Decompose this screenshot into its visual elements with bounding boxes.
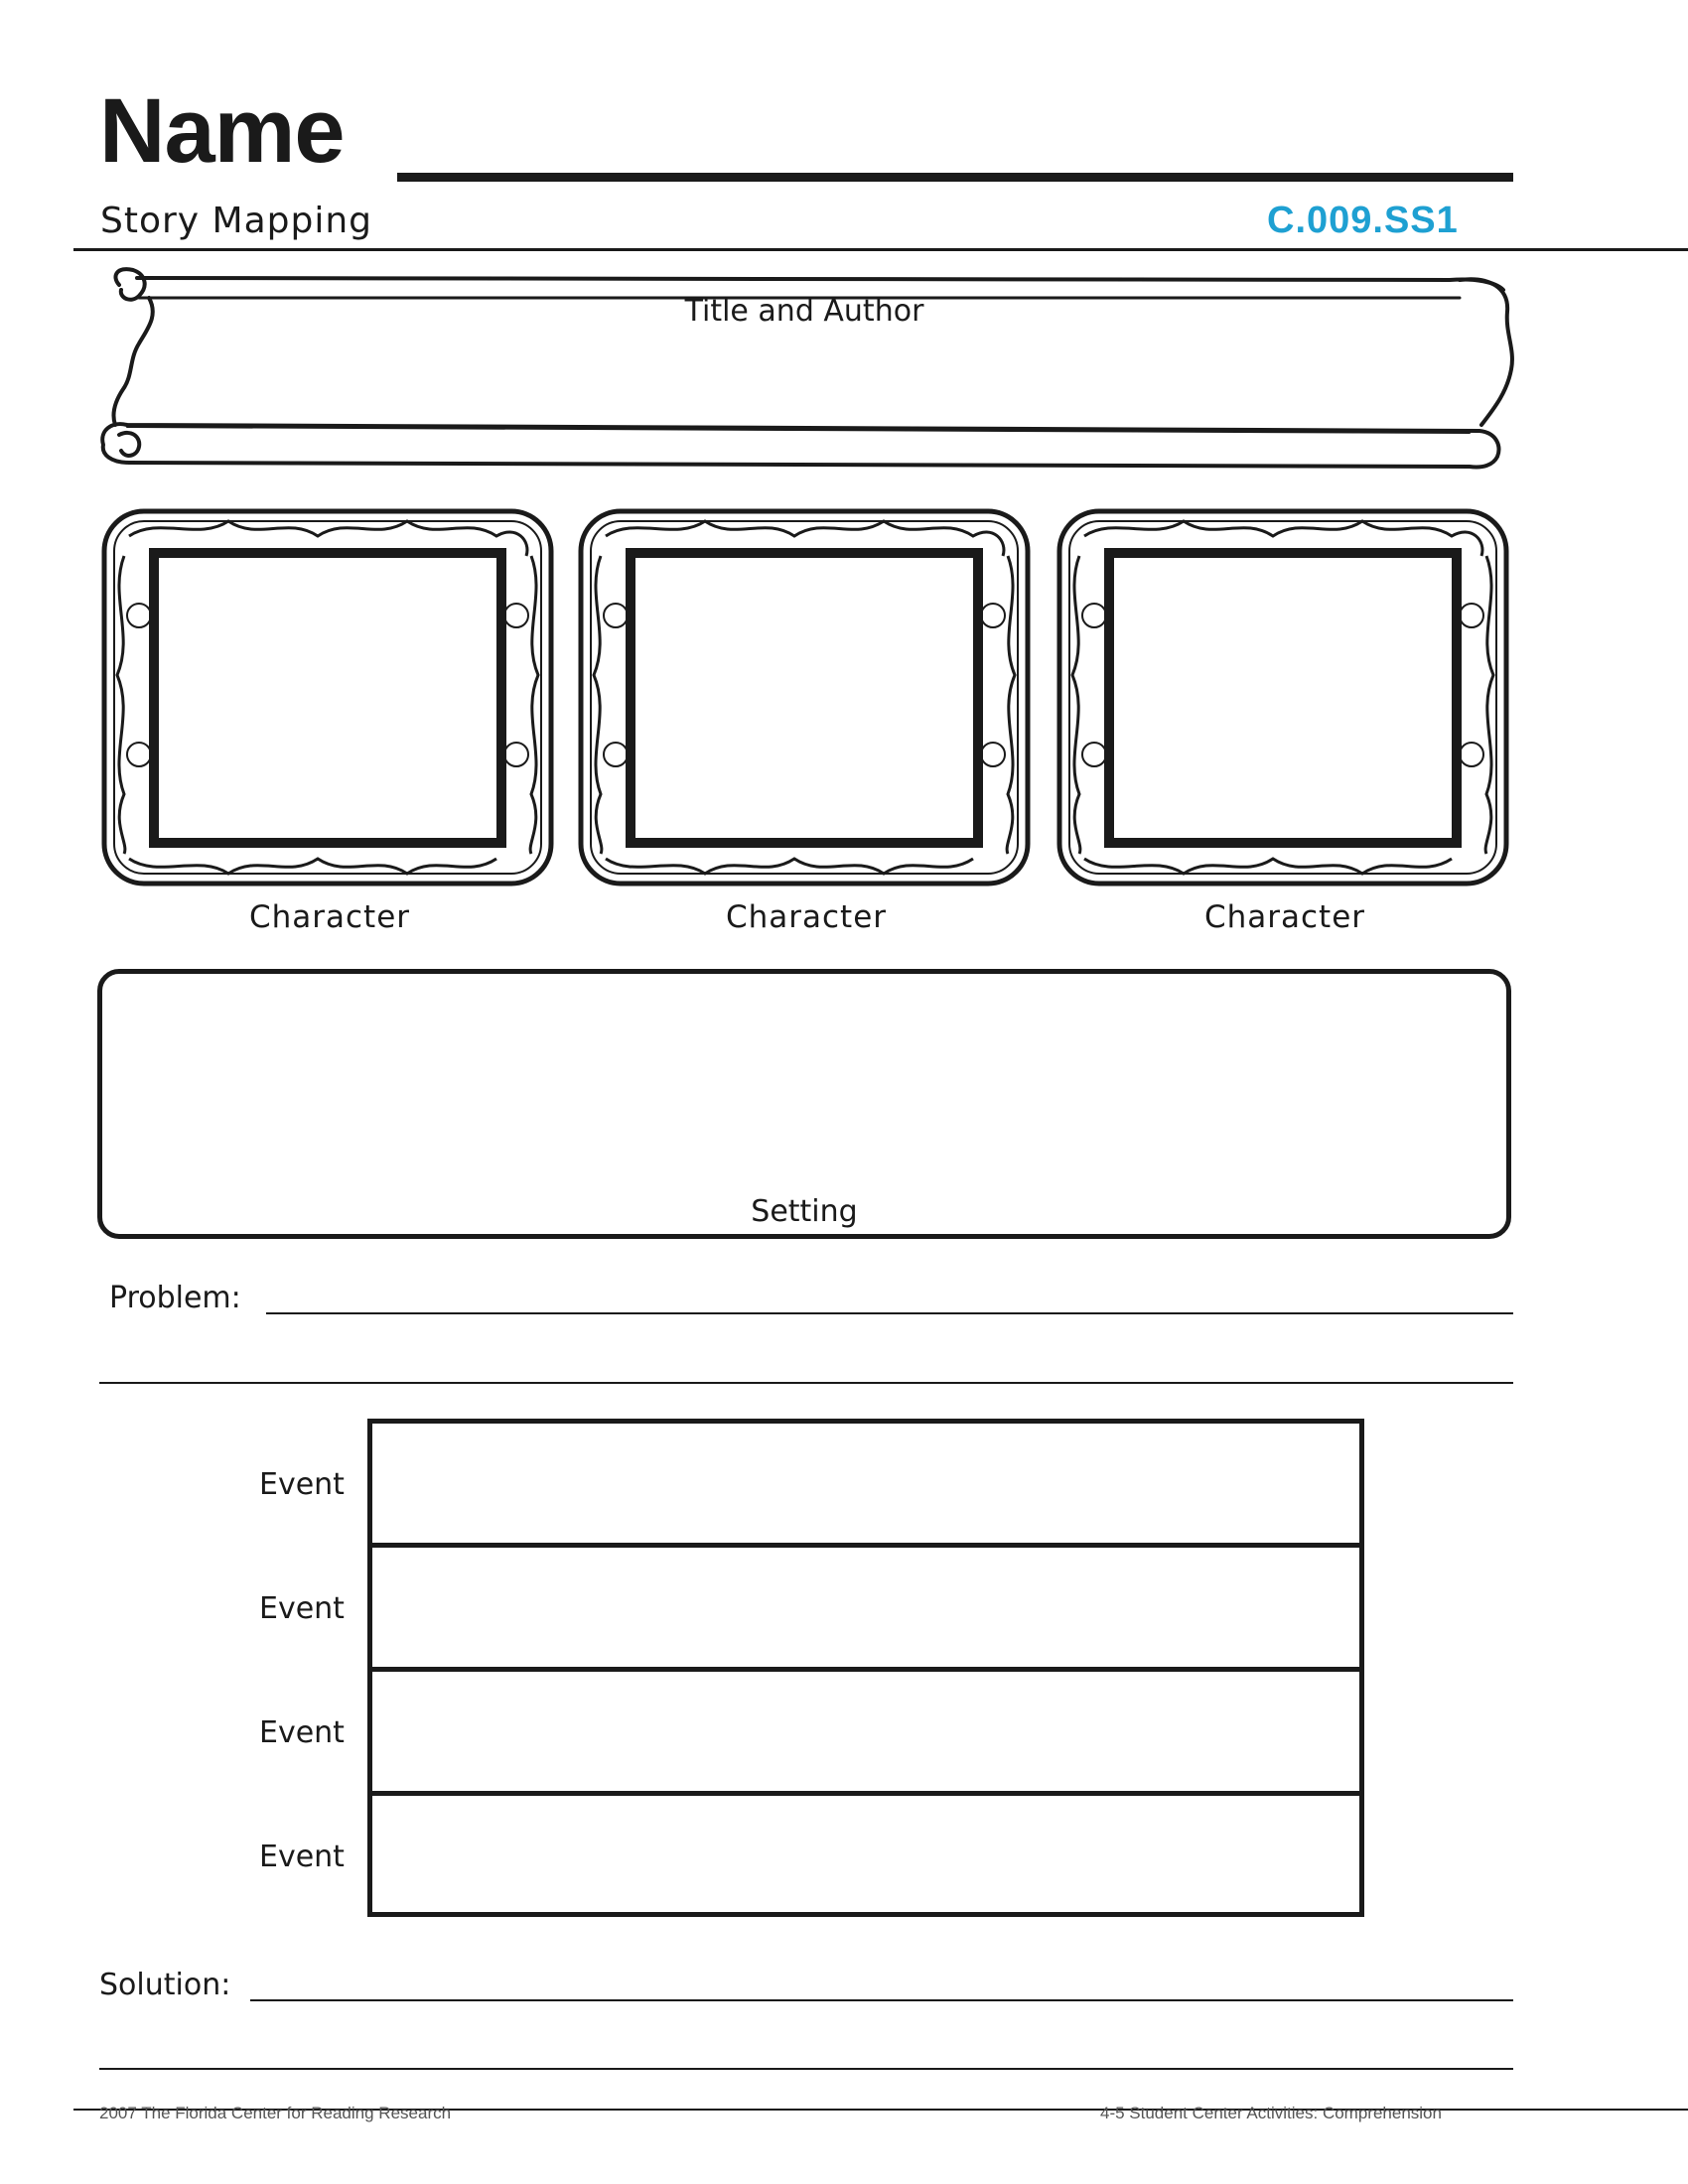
- title-author-field[interactable]: [149, 338, 1479, 417]
- event-box-1[interactable]: [372, 1424, 1359, 1548]
- character-label-2: Character: [725, 899, 888, 935]
- name-label: Name: [99, 80, 345, 182]
- footer-right-text: 4-5 Student Center Activities: Comprehension: [1100, 2104, 1442, 2122]
- solution-line-1[interactable]: [250, 1999, 1513, 2001]
- event-box-2[interactable]: [372, 1543, 1359, 1667]
- character-label-3: Character: [1203, 899, 1366, 935]
- event-label-4: Event: [259, 1840, 345, 1874]
- events-box: [367, 1419, 1364, 1917]
- solution-line-2[interactable]: [99, 2068, 1513, 2070]
- character-box-3[interactable]: [1114, 558, 1452, 838]
- setting-label: Setting: [751, 1194, 858, 1229]
- character-label-1: Character: [248, 899, 411, 935]
- activity-code: C.009.SS1: [1267, 200, 1459, 241]
- event-label-1: Event: [259, 1467, 345, 1502]
- title-author-label: Title and Author: [684, 294, 924, 329]
- problem-line-2[interactable]: [99, 1382, 1513, 1384]
- event-box-3[interactable]: [372, 1667, 1359, 1791]
- footer-left-text: 2007 The Florida Center for Reading Research: [99, 2104, 452, 2122]
- event-box-4[interactable]: [372, 1791, 1359, 1915]
- solution-label: Solution:: [99, 1968, 231, 2002]
- worksheet-title: Story Mapping: [100, 201, 373, 241]
- problem-label: Problem:: [109, 1281, 241, 1315]
- character-box-2[interactable]: [635, 558, 973, 838]
- problem-line-1[interactable]: [266, 1312, 1513, 1314]
- event-label-2: Event: [259, 1591, 345, 1626]
- event-label-3: Event: [259, 1715, 345, 1750]
- character-box-1[interactable]: [159, 558, 496, 838]
